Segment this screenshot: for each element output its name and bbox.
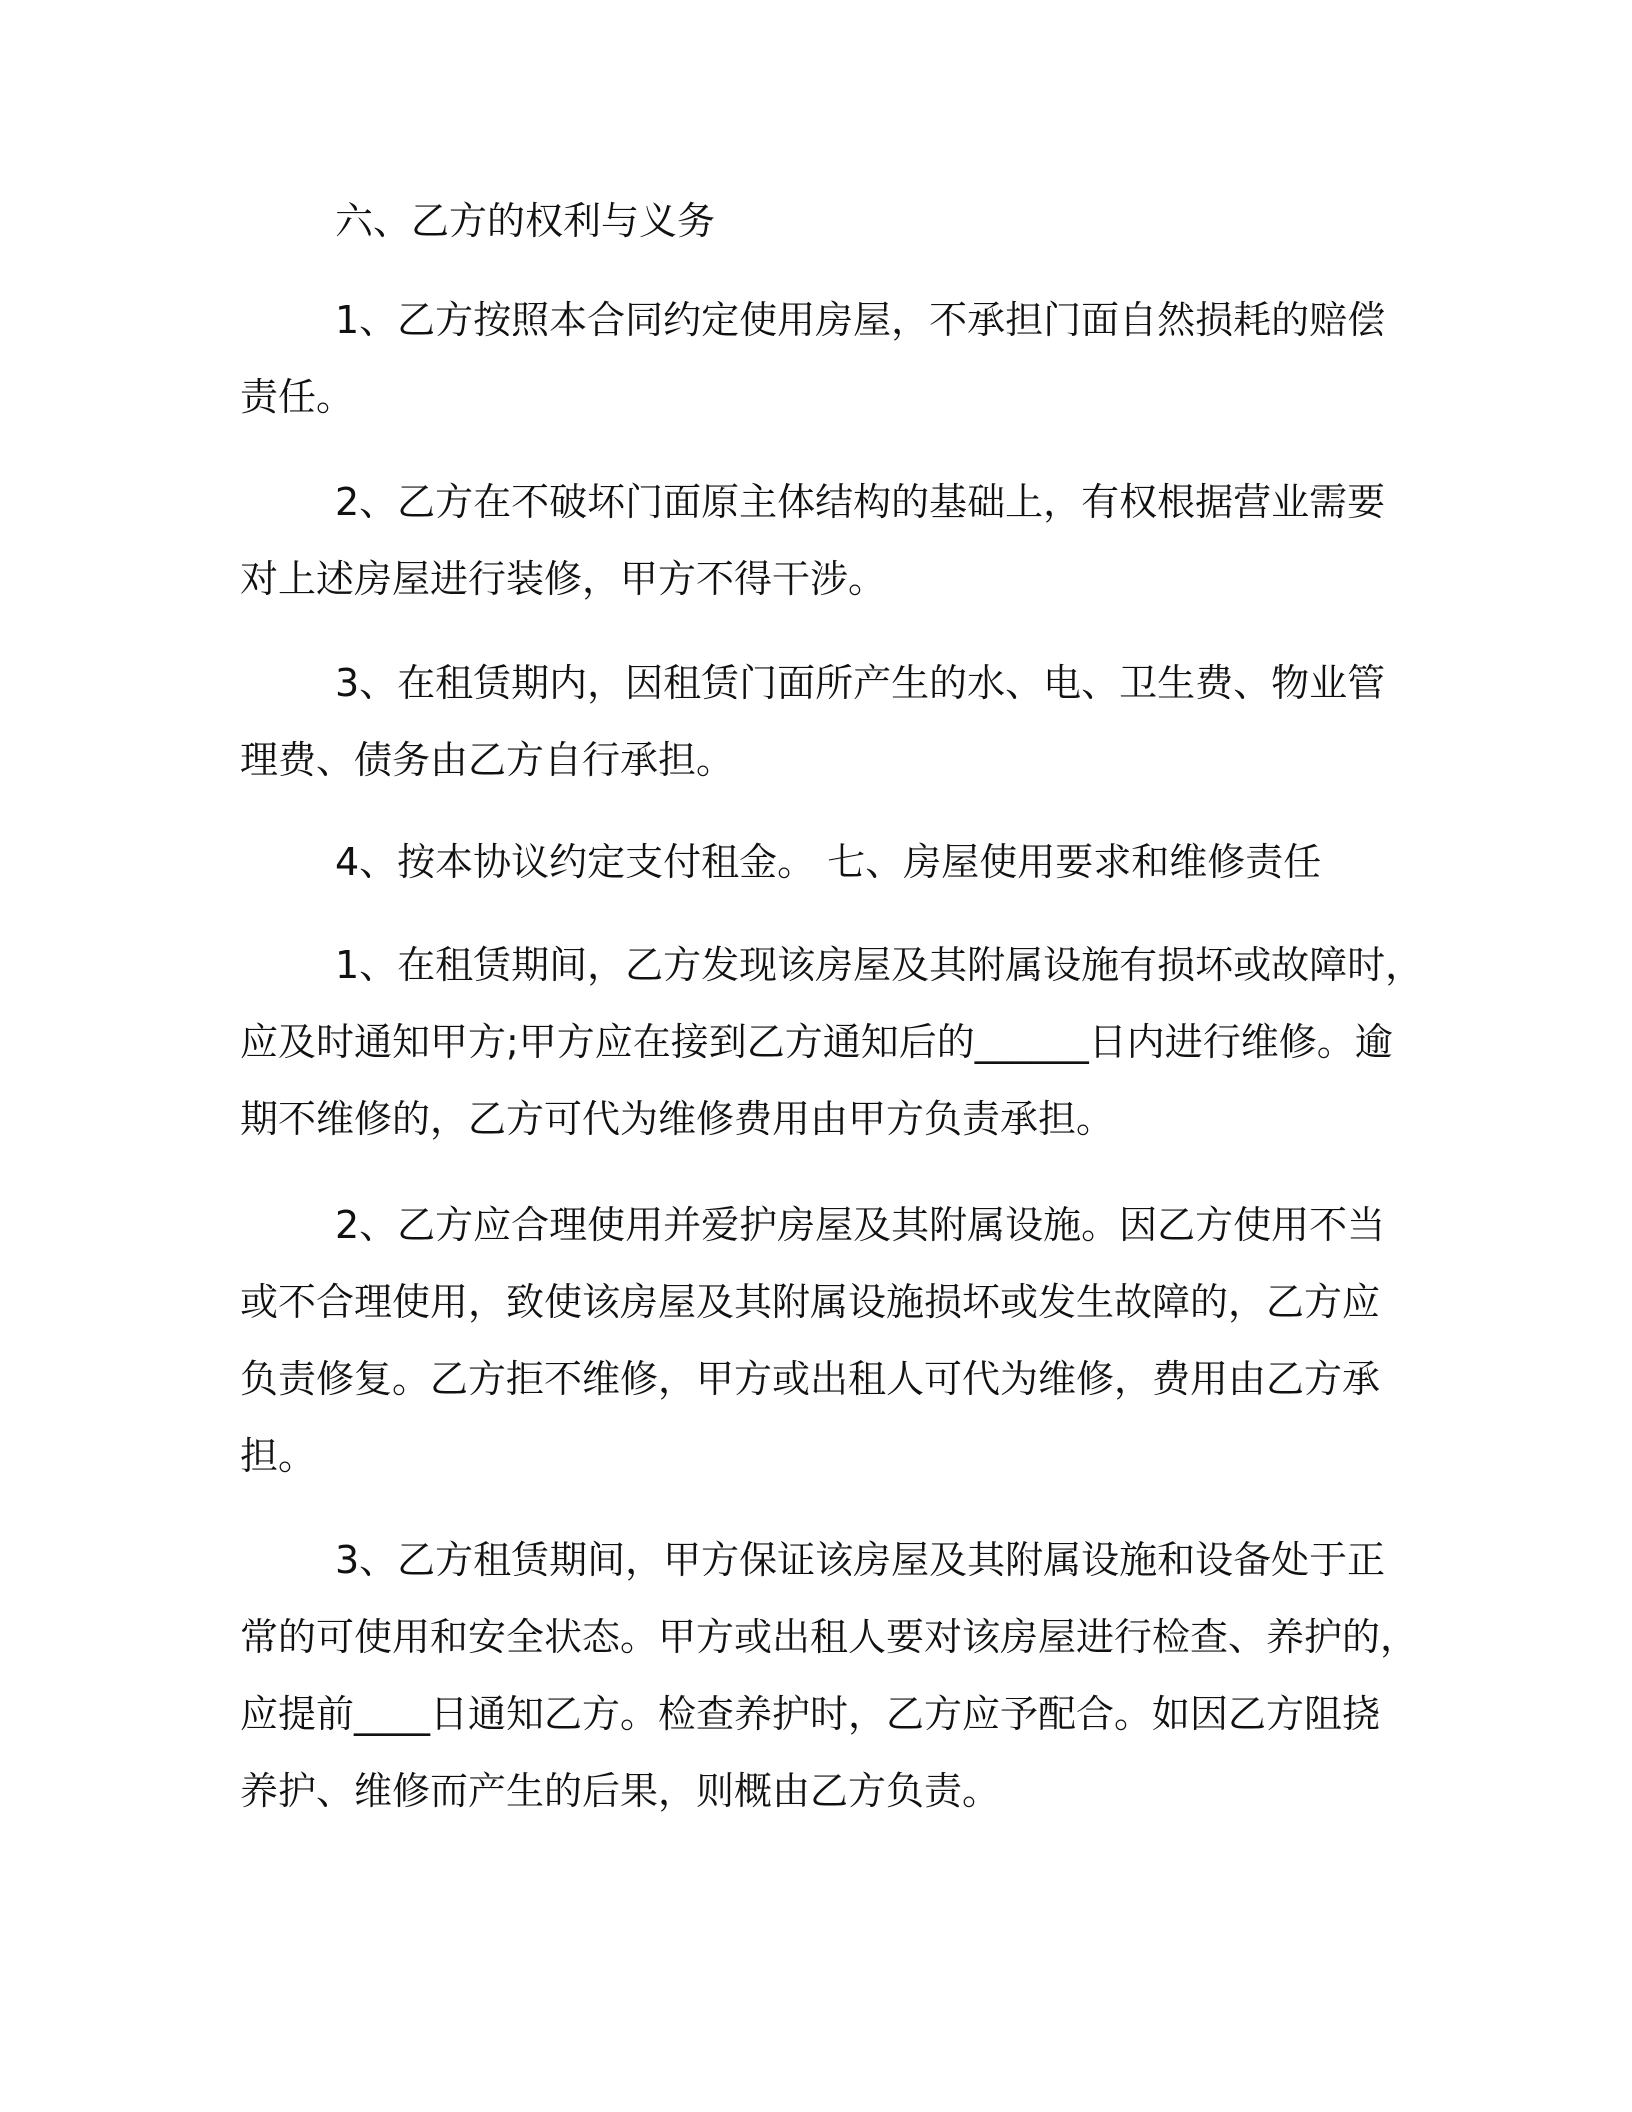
clause-6-4-and-section-7-heading: 4、按本协议约定支付租金。 七、房屋使用要求和维修责任	[335, 840, 1322, 884]
clause-7-2-line-2: 或不合理使用，致使该房屋及其附属设施损坏或发生故障的，乙方应	[240, 1280, 1381, 1324]
clause-6-1-line-2: 责任。	[240, 375, 355, 419]
section-heading-rights-obligations: 六、乙方的权利与义务	[335, 199, 716, 243]
clause-7-3-line-4: 养护、维修而产生的后果，则概由乙方负责。	[240, 1769, 1001, 1813]
clause-7-2-line-3: 负责修复。乙方拒不维修，甲方或出租人可代为维修，费用由乙方承	[240, 1357, 1381, 1401]
clause-7-3-line-1: 3、乙方租赁期间，甲方保证该房屋及其附属设施和设备处于正	[335, 1538, 1386, 1582]
clause-6-2-line-2: 对上述房屋进行装修，甲方不得干涉。	[240, 557, 887, 601]
clause-7-3-line-2: 常的可使用和安全状态。甲方或出租人要对该房屋进行检查、养护的，	[240, 1615, 1419, 1659]
clause-6-1-line-1: 1、乙方按照本合同约定使用房屋，不承担门面自然损耗的赔偿	[335, 298, 1386, 342]
clause-6-2-line-1: 2、乙方在不破坏门面原主体结构的基础上，有权根据营业需要	[335, 480, 1386, 524]
clause-7-1-line-3: 期不维修的，乙方可代为维修费用由甲方负责承担。	[240, 1097, 1115, 1141]
clause-7-3-line-3: 应提前____日通知乙方。检查养护时，乙方应予配合。如因乙方阻挠	[240, 1692, 1381, 1736]
clause-6-3-line-2: 理费、债务由乙方自行承担。	[240, 738, 735, 782]
clause-7-2-line-1: 2、乙方应合理使用并爱护房屋及其附属设施。因乙方使用不当	[335, 1203, 1386, 1247]
clause-6-3-line-1: 3、在租赁期内，因租赁门面所产生的水、电、卫生费、物业管	[335, 661, 1386, 705]
clause-7-2-line-4: 担。	[240, 1434, 317, 1478]
clause-7-1-line-1: 1、在租赁期间，乙方发现该房屋及其附属设施有损坏或故障时，	[335, 943, 1424, 987]
clause-7-1-line-2: 应及时通知甲方;甲方应在接到乙方通知后的______日内进行维修。逾	[240, 1020, 1393, 1064]
